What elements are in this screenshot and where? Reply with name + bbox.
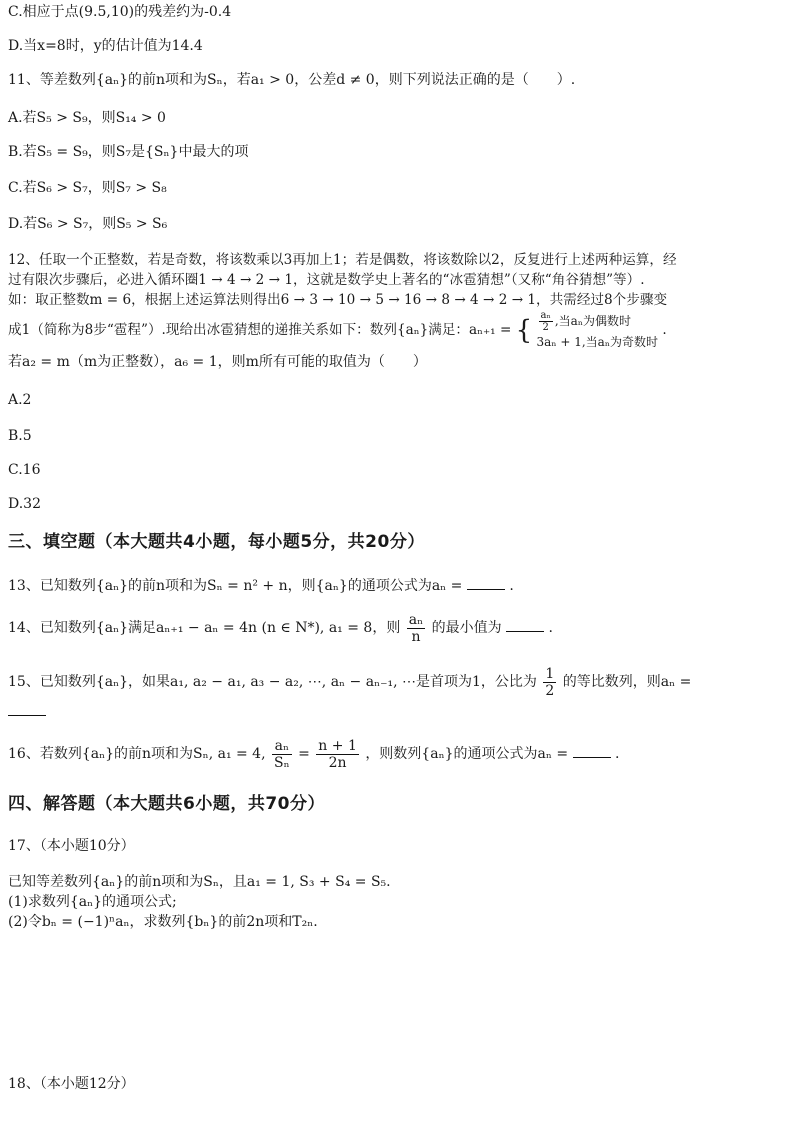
q12-option-c: C.16 <box>8 462 41 478</box>
q12-piecewise <box>537 310 658 351</box>
q16 <box>8 734 786 774</box>
q14-post: 的最小值为 <box>431 620 502 636</box>
q15-answer-line <box>8 702 786 722</box>
q12-line-5: 若a₂ = m（m为正整数），a₆ = 1，则m所有可能的取值为（ ） <box>8 354 427 370</box>
fraction-denominator: 2 <box>545 682 555 699</box>
q17-stem: 已知等差数列{aₙ}的前n项和为Sₙ，且a₁ = 1, S₃ + S₄ = S₅. <box>8 874 391 890</box>
q12-recurrence-line <box>8 310 786 350</box>
section-4-heading: 四、解答题（本大题共6小题，共70分） <box>8 794 325 814</box>
q12-option-b: B.5 <box>8 428 32 444</box>
fraction-numerator: aₙ <box>540 310 551 321</box>
q12-case-1 <box>537 310 658 333</box>
q13-end: . <box>509 578 514 594</box>
q13-text: 13、已知数列{aₙ}的前n项和为Sₙ = n² + n，则{aₙ}的通项公式为aₙ = <box>8 578 463 594</box>
q12-case-1-fraction <box>539 310 553 333</box>
q14-end: . <box>548 620 553 636</box>
q16-fraction-1 <box>272 738 292 771</box>
answer-blank <box>506 619 544 632</box>
q11-option-a: A.若S₅ > S₉，则S₁₄ > 0 <box>8 110 166 126</box>
answer-blank <box>8 703 46 716</box>
q16-post: ，则数列{aₙ}的通项公式为aₙ = <box>365 746 569 762</box>
q12-line-2: 过有限次步骤后，必进入循环圈1 → 4 → 2 → 1，这就是数学史上著名的“冰雹猜想”（又称“角谷猜想”等）. <box>8 272 645 288</box>
brace-symbol: { <box>515 315 533 346</box>
q11-option-d: D.若S₆ > S₇，则S₅ > S₆ <box>8 216 168 232</box>
answer-blank <box>467 577 505 590</box>
fraction-numerator: n + 1 <box>318 737 357 754</box>
q13 <box>8 576 786 596</box>
q10-option-d: D.当x=8时，y的估计值为14.4 <box>8 38 203 54</box>
q17-part-2: (2)令bₙ = (−1)ⁿaₙ，求数列{bₙ}的前2n项和T₂ₙ. <box>8 914 318 930</box>
q12-case-2: 3aₙ + 1,当aₙ为奇数时 <box>536 335 659 349</box>
q15 <box>8 664 786 700</box>
q12-option-d: D.32 <box>8 496 41 512</box>
q12-case-1-condition: ,当aₙ为偶数时 <box>554 314 632 328</box>
fraction-numerator: aₙ <box>408 611 424 628</box>
q16-fraction-2 <box>316 738 359 771</box>
fraction-numerator: aₙ <box>272 738 292 755</box>
q17-header: 17、（本小题10分） <box>8 838 135 854</box>
q18-header: 18、（本小题12分） <box>8 1076 135 1092</box>
fraction-denominator: 2n <box>328 754 347 771</box>
q12-option-a: A.2 <box>8 392 32 408</box>
q16-end: . <box>615 746 620 762</box>
q10-option-c: C.相应于点(9.5,10)的残差约为-0.4 <box>8 4 232 20</box>
q12-line-4-end: . <box>662 322 667 338</box>
q11-option-c: C.若S₆ > S₇，则S₇ > S₈ <box>8 180 167 196</box>
fraction-denominator: 2 <box>542 322 549 333</box>
q12-line-3: 如：取正整数m = 6，根据上述运算法则得出6 → 3 → 10 → 5 → 16 → 8 → 4 → 2 → 1，共需经过8个步骤变 <box>8 292 668 308</box>
q11-stem: 11、等差数列{aₙ}的前n项和为Sₙ，若a₁ > 0，公差d ≠ 0，则下列说法正确的是（ ）. <box>8 72 576 88</box>
q11-option-b: B.若S₅ = S₉，则S₇是{Sₙ}中最大的项 <box>8 144 249 160</box>
q15-post: 的等比数列，则aₙ = <box>562 674 692 690</box>
q12-line-4-prefix: 成1（简称为8步“雹程”）.现给出冰雹猜想的递推关系如下：数列{aₙ}满足：aₙ₊₁ = <box>8 322 512 338</box>
fraction-denominator: Sₙ <box>274 754 290 771</box>
q16-equals: = <box>298 746 310 762</box>
q12-line-1: 12、任取一个正整数，若是奇数，将该数乘以3再加上1；若是偶数，将该数除以2，反复进行上述两种运算，经 <box>8 252 677 268</box>
q16-pre: 16、若数列{aₙ}的前n项和为Sₙ, a₁ = 4, <box>8 746 266 762</box>
q15-pre: 15、已知数列{aₙ}，如果a₁, a₂ − a₁, a₃ − a₂, ⋯, aₙ − aₙ₋₁, ⋯是首项为1，公比为 <box>8 674 537 690</box>
q14 <box>8 610 786 646</box>
q14-fraction <box>407 612 425 645</box>
fraction-numerator: 1 <box>545 665 555 682</box>
answer-blank <box>573 745 611 758</box>
q15-fraction <box>543 666 556 699</box>
fraction-denominator: n <box>411 628 421 645</box>
q14-pre: 14、已知数列{aₙ}满足aₙ₊₁ − aₙ = 4n (n ∈ N*), a₁ = 8，则 <box>8 620 401 636</box>
q17-part-1: (1)求数列{aₙ}的通项公式; <box>8 894 177 910</box>
section-3-heading: 三、填空题（本大题共4小题，每小题5分，共20分） <box>8 532 425 552</box>
